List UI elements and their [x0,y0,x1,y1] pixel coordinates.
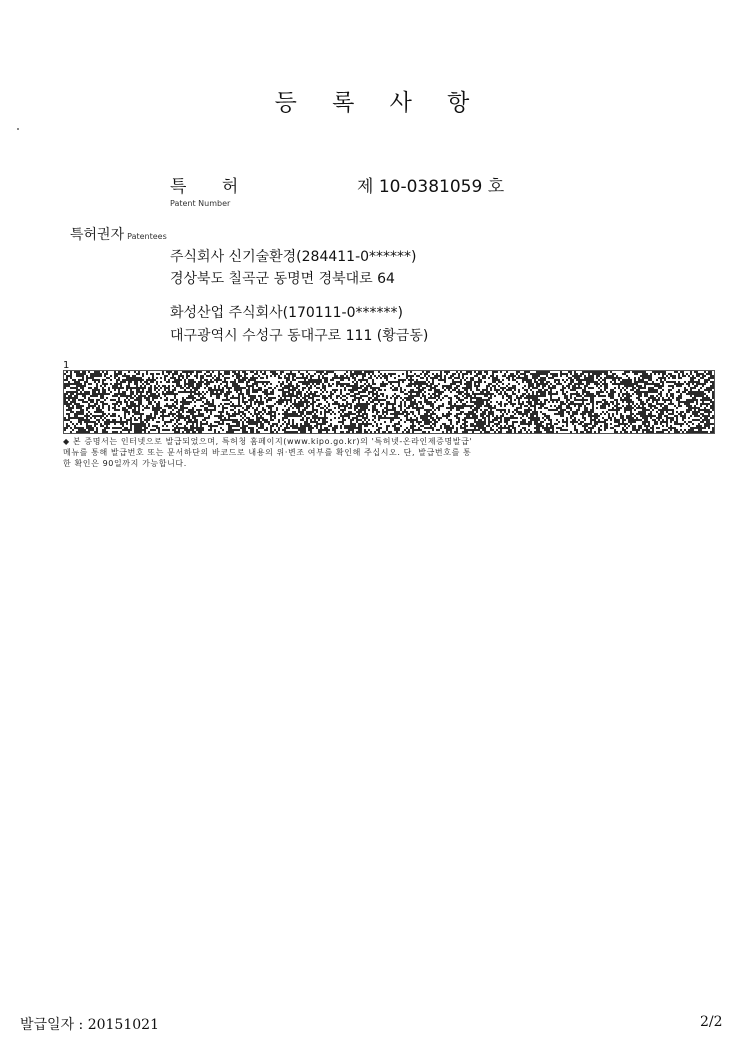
scan-speck [17,128,19,130]
verification-barcode [63,370,715,434]
barcode-pattern [64,371,714,433]
patentees-label-en: Patentees [127,232,167,241]
patentee-1-address: 경상북도 칠곡군 동명면 경북대로 64 [170,271,395,287]
verification-notice [63,436,713,469]
patentees-label-ko: 특허권자 [70,227,125,243]
patentee-2-name: 화성산업 주식회사(170111-0******) [170,305,403,321]
patentee-2-address: 대구광역시 수성구 동대구로 111 (황금동) [170,328,429,344]
patent-type: 특 허 [170,177,239,197]
patent-number: 제 10-0381059 호 [357,177,505,197]
document-title: 등 록 사 항 [274,90,484,116]
page-number: 2/2 [700,1014,723,1030]
notice-line-2: 메뉴를 통해 발급번호 또는 문서하단의 바코드로 내용의 위·변조 여부를 확인해 주십시오. 단, 발급번호를 통 [63,448,472,457]
patent-number-label-en: Patent Number [170,199,231,208]
notice-line-3: 한 확인은 90일까지 가능합니다. [63,459,187,468]
patentees-label [70,224,167,244]
issue-date: 발급일자 : 20151021 [20,1017,159,1033]
notice-line-1: ◆ 본 증명서는 인터넷으로 발급되었으며, 특허청 홈페이지(www.kipo.go.kr)의 '특허넷-온라인제증명발급' [63,437,473,446]
barcode-modules [64,371,714,433]
barcode-index: 1 [63,360,70,371]
patentee-1-name: 주식회사 신기술환경(284411-0******) [170,249,417,265]
